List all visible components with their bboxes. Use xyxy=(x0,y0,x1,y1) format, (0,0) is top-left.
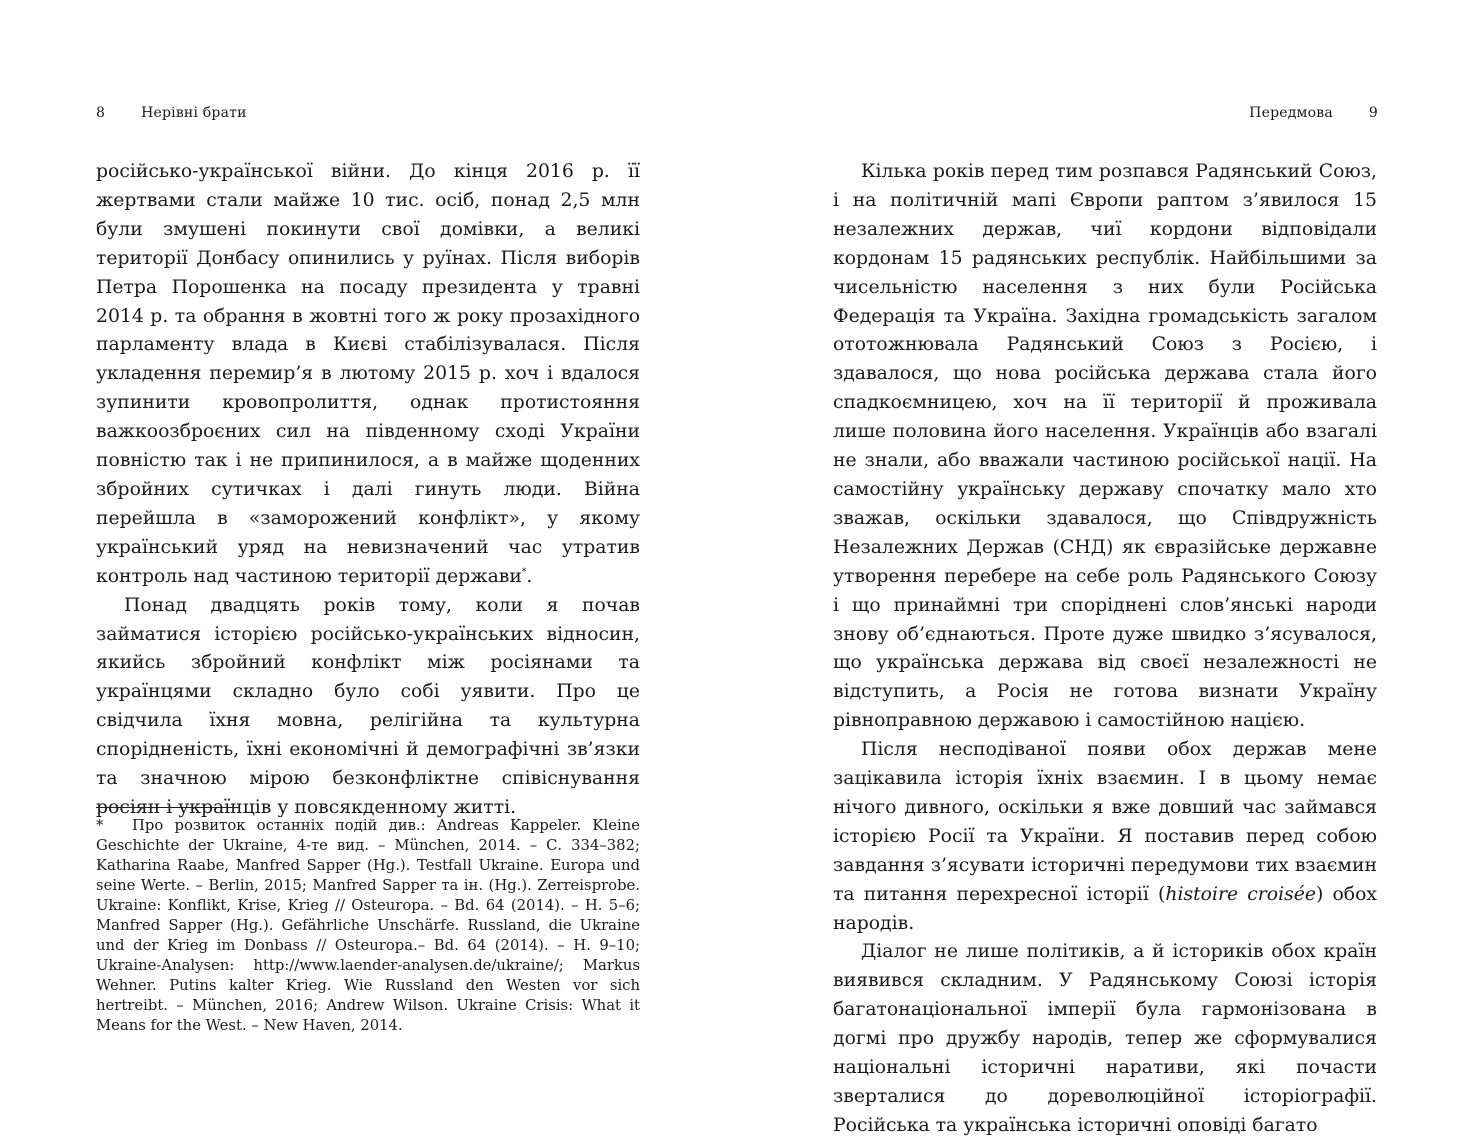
footnote-divider xyxy=(96,807,238,808)
left-paragraph-2: Понад двадцять років тому, коли я почав займатися історією російсько-українських відносин, якийсь збройний конфлікт між росіянами та українцями складно було собі уявити. Про це свідчила їхня мовна, релігійна та культурна спорідненість, їхні економічні й демографічні зв’язки та значною мірою безконфліктне співіснування росіян і українців у повсякденному житті. xyxy=(96,594,640,818)
footnote-text: Про розвиток останніх подій див.: Andreas Kappeler. Kleine Geschichte der Ukraine, 4-те вид. – München, 2014. – С. 334–382; Katharina Raabe, Manfred Sapper (Hg.). Testfall Ukraine. Europa und seine Werte. – Berlin, 2015; Manfred Sapper та ін. (Hg.). Zerreisprobe. Ukraine: Konflikt, Krise, Krieg // Osteuropa. – Bd. 64 (2014). – H. 5–6; Manfred Sapper (Hg.). Gefährliche Unschärfe. Russland, die Ukraine und der Krieg im Donbass // Osteuropa.– Bd. 64 (2014). – H. 9–10; Ukraine-Analysen: http://www.laender-analysen.de/ukraine/; Markus Wehner. Putins kalter Krieg. Wie Russland den Westen vor sich hertreibt. – München, 2016; Andrew Wilson. Ukraine Crisis: What it Means for the West. – New Haven, 2014. xyxy=(96,817,640,1034)
footnote xyxy=(96,816,640,1036)
right-paragraph-2: Після несподіваної появи обох держав мене зацікавила історія їхніх взаємин. І в цьому немає нічого дивного, оскільки я вже довший час займався історією Росії та України. Я поставив перед собою завдання з’ясувати історичні передумови тих взаємин та питання перехресної історії (histoire croisée) обох народів. xyxy=(833,739,1378,934)
right-body-text xyxy=(833,158,1377,1141)
right-running-title: Передмова xyxy=(1249,105,1333,121)
right-paragraph-3: Діалог не лише політиків, а й істориків обох країн виявився складним. У Радянському Союзі історія багатонаціональної імперії була гармонізована в догмі про дружбу народів, тепер же сформувалися національні історичні наративи, які почасти зверталися до дореволюційної історіографії. Російська та українська історичні оповіді багато xyxy=(833,941,1377,1136)
left-running-title: Нерівні брати xyxy=(141,105,247,121)
left-page xyxy=(0,0,737,1134)
right-page-number: 9 xyxy=(1368,105,1378,121)
left-body-text xyxy=(96,158,640,823)
right-page xyxy=(737,0,1474,1134)
left-running-header xyxy=(96,104,247,122)
footnote-marker: * xyxy=(96,817,104,834)
left-page-number: 8 xyxy=(96,105,106,121)
right-running-header xyxy=(1249,104,1378,122)
italic-term: histoire croisée xyxy=(1165,883,1316,905)
left-paragraph-1: російсько-української війни. До кінця 2016 р. її жертвами стали майже 10 тис. осіб, понад 2,5 млн були змушені покинути свої домівки, а великі території Донбасу опинились у руїнах. Після виборів Петра Порошенка на посаду президента у травні 2014 р. та обрання в жовтні того ж року прозахідного парламенту влада в Києві стабілізувалася. Після укладення перемир’я в лютому 2015 р. хоч і вдалося зупинити кровопролиття, однак протистояння важкоозброєних сил на південному сході України повністю так і не припинилося, а в майже щоденних збройних сутичках і далі гинуть люди. Війна перейшла в «заморожений конфлікт», у якому український уряд на невизначений час утратив контроль над частиною території держави*. xyxy=(96,161,640,587)
right-paragraph-1: Кілька років перед тим розпався Радянський Союз, і на політичній мапі Європи раптом з’явилося 15 незалежних держав, чиї кордони відповідали кордонам 15 радянських республік. Найбільшими за чисельністю населення з них були Російська Федерація та Україна. Західна громадськість загалом ототожнювала Радянський Союз з Росією, і здавалося, що нова російська держава стала його спадкоємницею, хоч на її території й проживала лише половина його населення. Українців або взагалі не знали, або вважали частиною російської нації. На самостійну українську державу спочатку мало хто зважав, оскільки здавалося, що Співдружність Незалежних Держав (СНД) як євразійське державне утворення перебере на себе роль Радянського Союзу і що принаймні три споріднені слов’янські народи знову об’єднаються. Проте дуже швидко з’ясувалося, що українська держава від своєї незалежності не відступить, а Росія не готова визнати Україну рівноправною державою і самостійною нацією. xyxy=(833,161,1377,732)
footnote-reference[interactable]: * xyxy=(521,567,527,578)
